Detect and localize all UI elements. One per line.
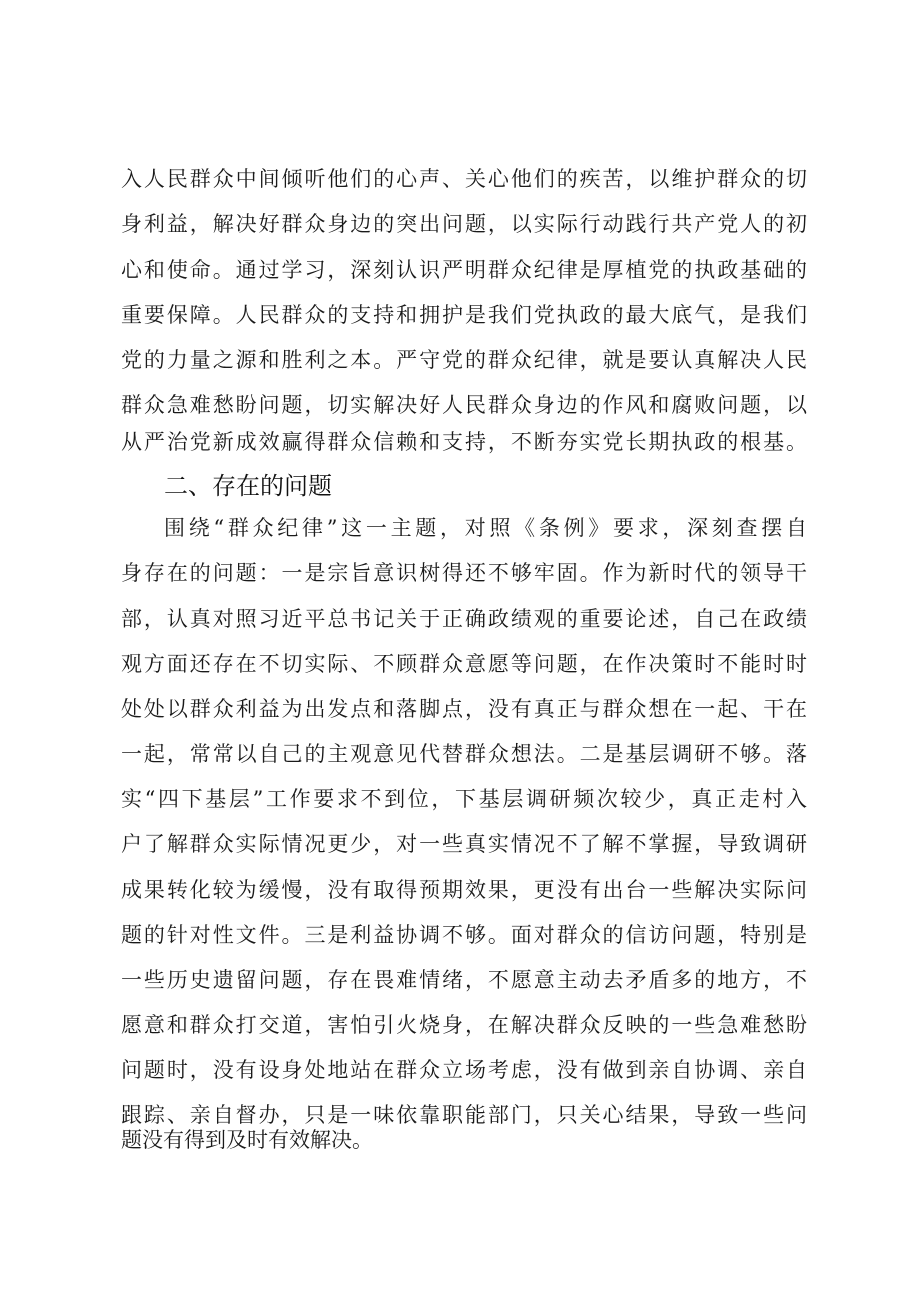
- paragraph-line: 身存在的问题：一是宗旨意识树得还不够牢固。作为新时代的领导干: [121, 561, 807, 585]
- paragraph-line: 户了解群众实际情况更少，对一些真实情况不了解不掌握，导致调研: [121, 832, 807, 856]
- paragraph-line: 跟踪、亲自督办，只是一味依靠职能部门，只关心结果，导致一些问: [121, 1103, 807, 1127]
- paragraph-line: 党的力量之源和胜利之本。严守党的群众纪律，就是要认真解决人民: [121, 348, 807, 372]
- paragraph-line: 实“四下基层”工作要求不到位，下基层调研频次较少，真正走村入: [121, 787, 807, 811]
- paragraph-line: 部，认真对照习近平总书记关于正确政绩观的重要论述，自己在政绩: [121, 607, 807, 631]
- paragraph-line: 成果转化较为缓慢，没有取得预期效果，更没有出台一些解决实际问: [121, 878, 807, 902]
- paragraph-line: 一些历史遗留问题，存在畏难情绪，不愿意主动去矛盾多的地方，不: [121, 968, 807, 992]
- paragraph-line: 心和使命。通过学习，深刻认识严明群众纪律是厚植党的执政基础的: [121, 258, 807, 282]
- paragraph-line: 题没有得到及时有效解决。: [121, 1128, 373, 1152]
- paragraph-line: 入人民群众中间倾听他们的心声、关心他们的疾苦，以维护群众的切: [121, 167, 807, 191]
- paragraph-line: 重要保障。人民群众的支持和拥护是我们党执政的最大底气，是我们: [121, 303, 807, 327]
- paragraph-line: 题的针对性文件。三是利益协调不够。面对群众的信访问题，特别是: [121, 923, 807, 947]
- paragraph-line: 身利益，解决好群众身边的突出问题，以实际行动践行共产党人的初: [121, 212, 807, 236]
- section-heading: 二、存在的问题: [164, 472, 332, 500]
- paragraph-line: 处处以群众利益为出发点和落脚点，没有真正与群众想在一起、干在: [121, 697, 807, 721]
- paragraph-line: 群众急难愁盼问题，切实解决好人民群众身边的作风和腐败问题，以: [121, 393, 807, 417]
- paragraph-line: 愿意和群众打交道，害怕引火烧身，在解决群众反映的一些急难愁盼: [121, 1013, 807, 1037]
- paragraph-line: 观方面还存在不切实际、不顾群众意愿等问题，在作决策时不能时时: [121, 652, 807, 676]
- paragraph-line: 问题时，没有设身处地站在群众立场考虑，没有做到亲自协调、亲自: [121, 1058, 807, 1082]
- paragraph-line: 从严治党新成效赢得群众信赖和支持，不断夯实党长期执政的根基。: [121, 430, 807, 454]
- paragraph-line: 围绕“群众纪律”这一主题，对照《条例》要求，深刻查摆自: [164, 516, 807, 540]
- paragraph-line: 一起，常常以自己的主观意见代替群众想法。二是基层调研不够。落: [121, 742, 807, 766]
